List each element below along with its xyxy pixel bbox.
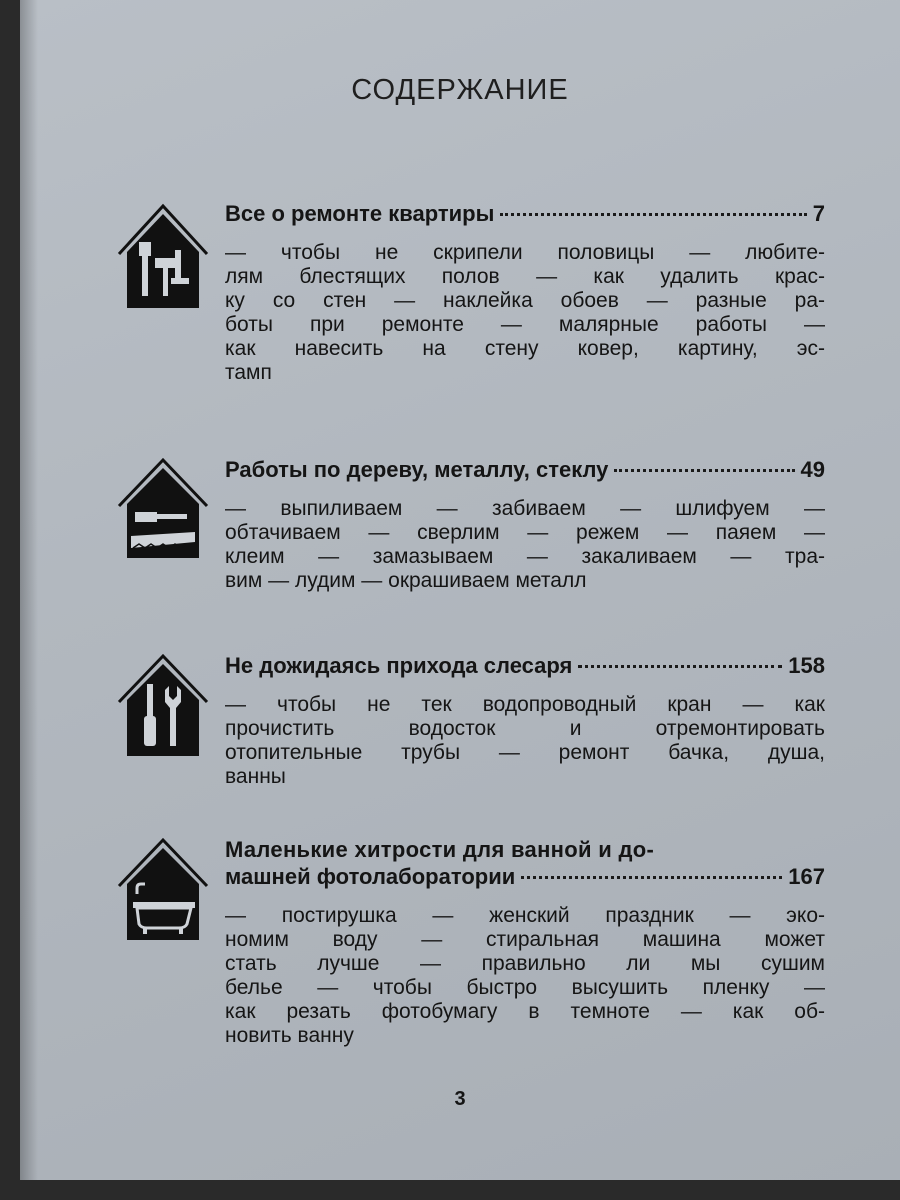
entry-description (225, 693, 825, 789)
paint-tools-house-icon (115, 200, 211, 317)
description-line: прочистить водосток и отремонтировать (225, 717, 825, 740)
description-line: стать лучше — правильно ли мы сушим (225, 952, 825, 975)
entry-title: машней фотолаборатории (225, 864, 516, 889)
description-line: отопительные трубы — ремонт бачка, душа, (225, 741, 825, 764)
entry-description (225, 241, 825, 385)
description-line: лям блестящих полов — как удалить крас- (225, 265, 825, 288)
dot-leader (500, 213, 806, 216)
dot-leader (521, 876, 782, 879)
book-page (20, 0, 900, 1180)
entry-title-line[interactable] (225, 863, 825, 890)
hammer-saw-house-icon (115, 456, 211, 567)
entry-title-line[interactable] (225, 652, 825, 679)
description-line: ку со стен — наклейка обоев — разные ра- (225, 289, 825, 312)
description-line: обтачиваем — сверлим — режем — паяем — (225, 521, 825, 544)
description-line: вим — лудим — окрашиваем металл (225, 569, 587, 592)
description-line: как навесить на стену ковер, картину, эс- (225, 337, 825, 360)
description-line: новить ванну (225, 1024, 354, 1047)
description-line: номим воду — стиральная машина может (225, 928, 825, 951)
entry-page-number: 49 (800, 457, 825, 482)
entry-title-line[interactable] (225, 456, 825, 483)
entry-description (225, 904, 825, 1048)
description-line: боты при ремонте — малярные работы — (225, 313, 825, 336)
description-line: белье — чтобы быстро высушить пленку — (225, 976, 825, 999)
entry-title: Работы по дереву, металлу, стеклу (225, 457, 609, 482)
description-line: — чтобы не тек водопроводный кран — как (225, 693, 825, 716)
entry-page-number: 158 (788, 653, 825, 678)
dot-leader (614, 469, 794, 472)
contents-heading: СОДЕРЖАНИЕ (351, 74, 569, 106)
dot-leader (578, 665, 782, 668)
page-gutter-shadow (20, 0, 38, 1180)
description-line: тамп (225, 361, 272, 384)
bathtub-house-icon (115, 836, 211, 949)
entry-page-number: 7 (812, 201, 825, 226)
description-line: ванны (225, 765, 286, 788)
page-number: 3 (454, 1088, 466, 1110)
entry-page-number: 167 (788, 864, 825, 889)
description-line: — постирушка — женский праздник — эко- (225, 904, 825, 927)
entry-title: Не дожидаясь прихода слесаря (225, 653, 573, 678)
description-line: клеим — замазываем — закаливаем — тра- (225, 545, 825, 568)
description-line: — чтобы не скрипели половицы — любите- (225, 241, 825, 264)
entry-title: Все о ремонте квартиры (225, 201, 495, 226)
description-line: как резать фотобумагу в темноте — как об- (225, 1000, 825, 1023)
screwdriver-wrench-house-icon (115, 652, 211, 765)
entry-title-first-line: Маленькие хитрости для ванной и до- (225, 837, 655, 862)
description-line: — выпиливаем — забиваем — шлифуем — (225, 497, 825, 520)
entry-title-line[interactable] (225, 200, 825, 227)
entry-description (225, 497, 825, 593)
